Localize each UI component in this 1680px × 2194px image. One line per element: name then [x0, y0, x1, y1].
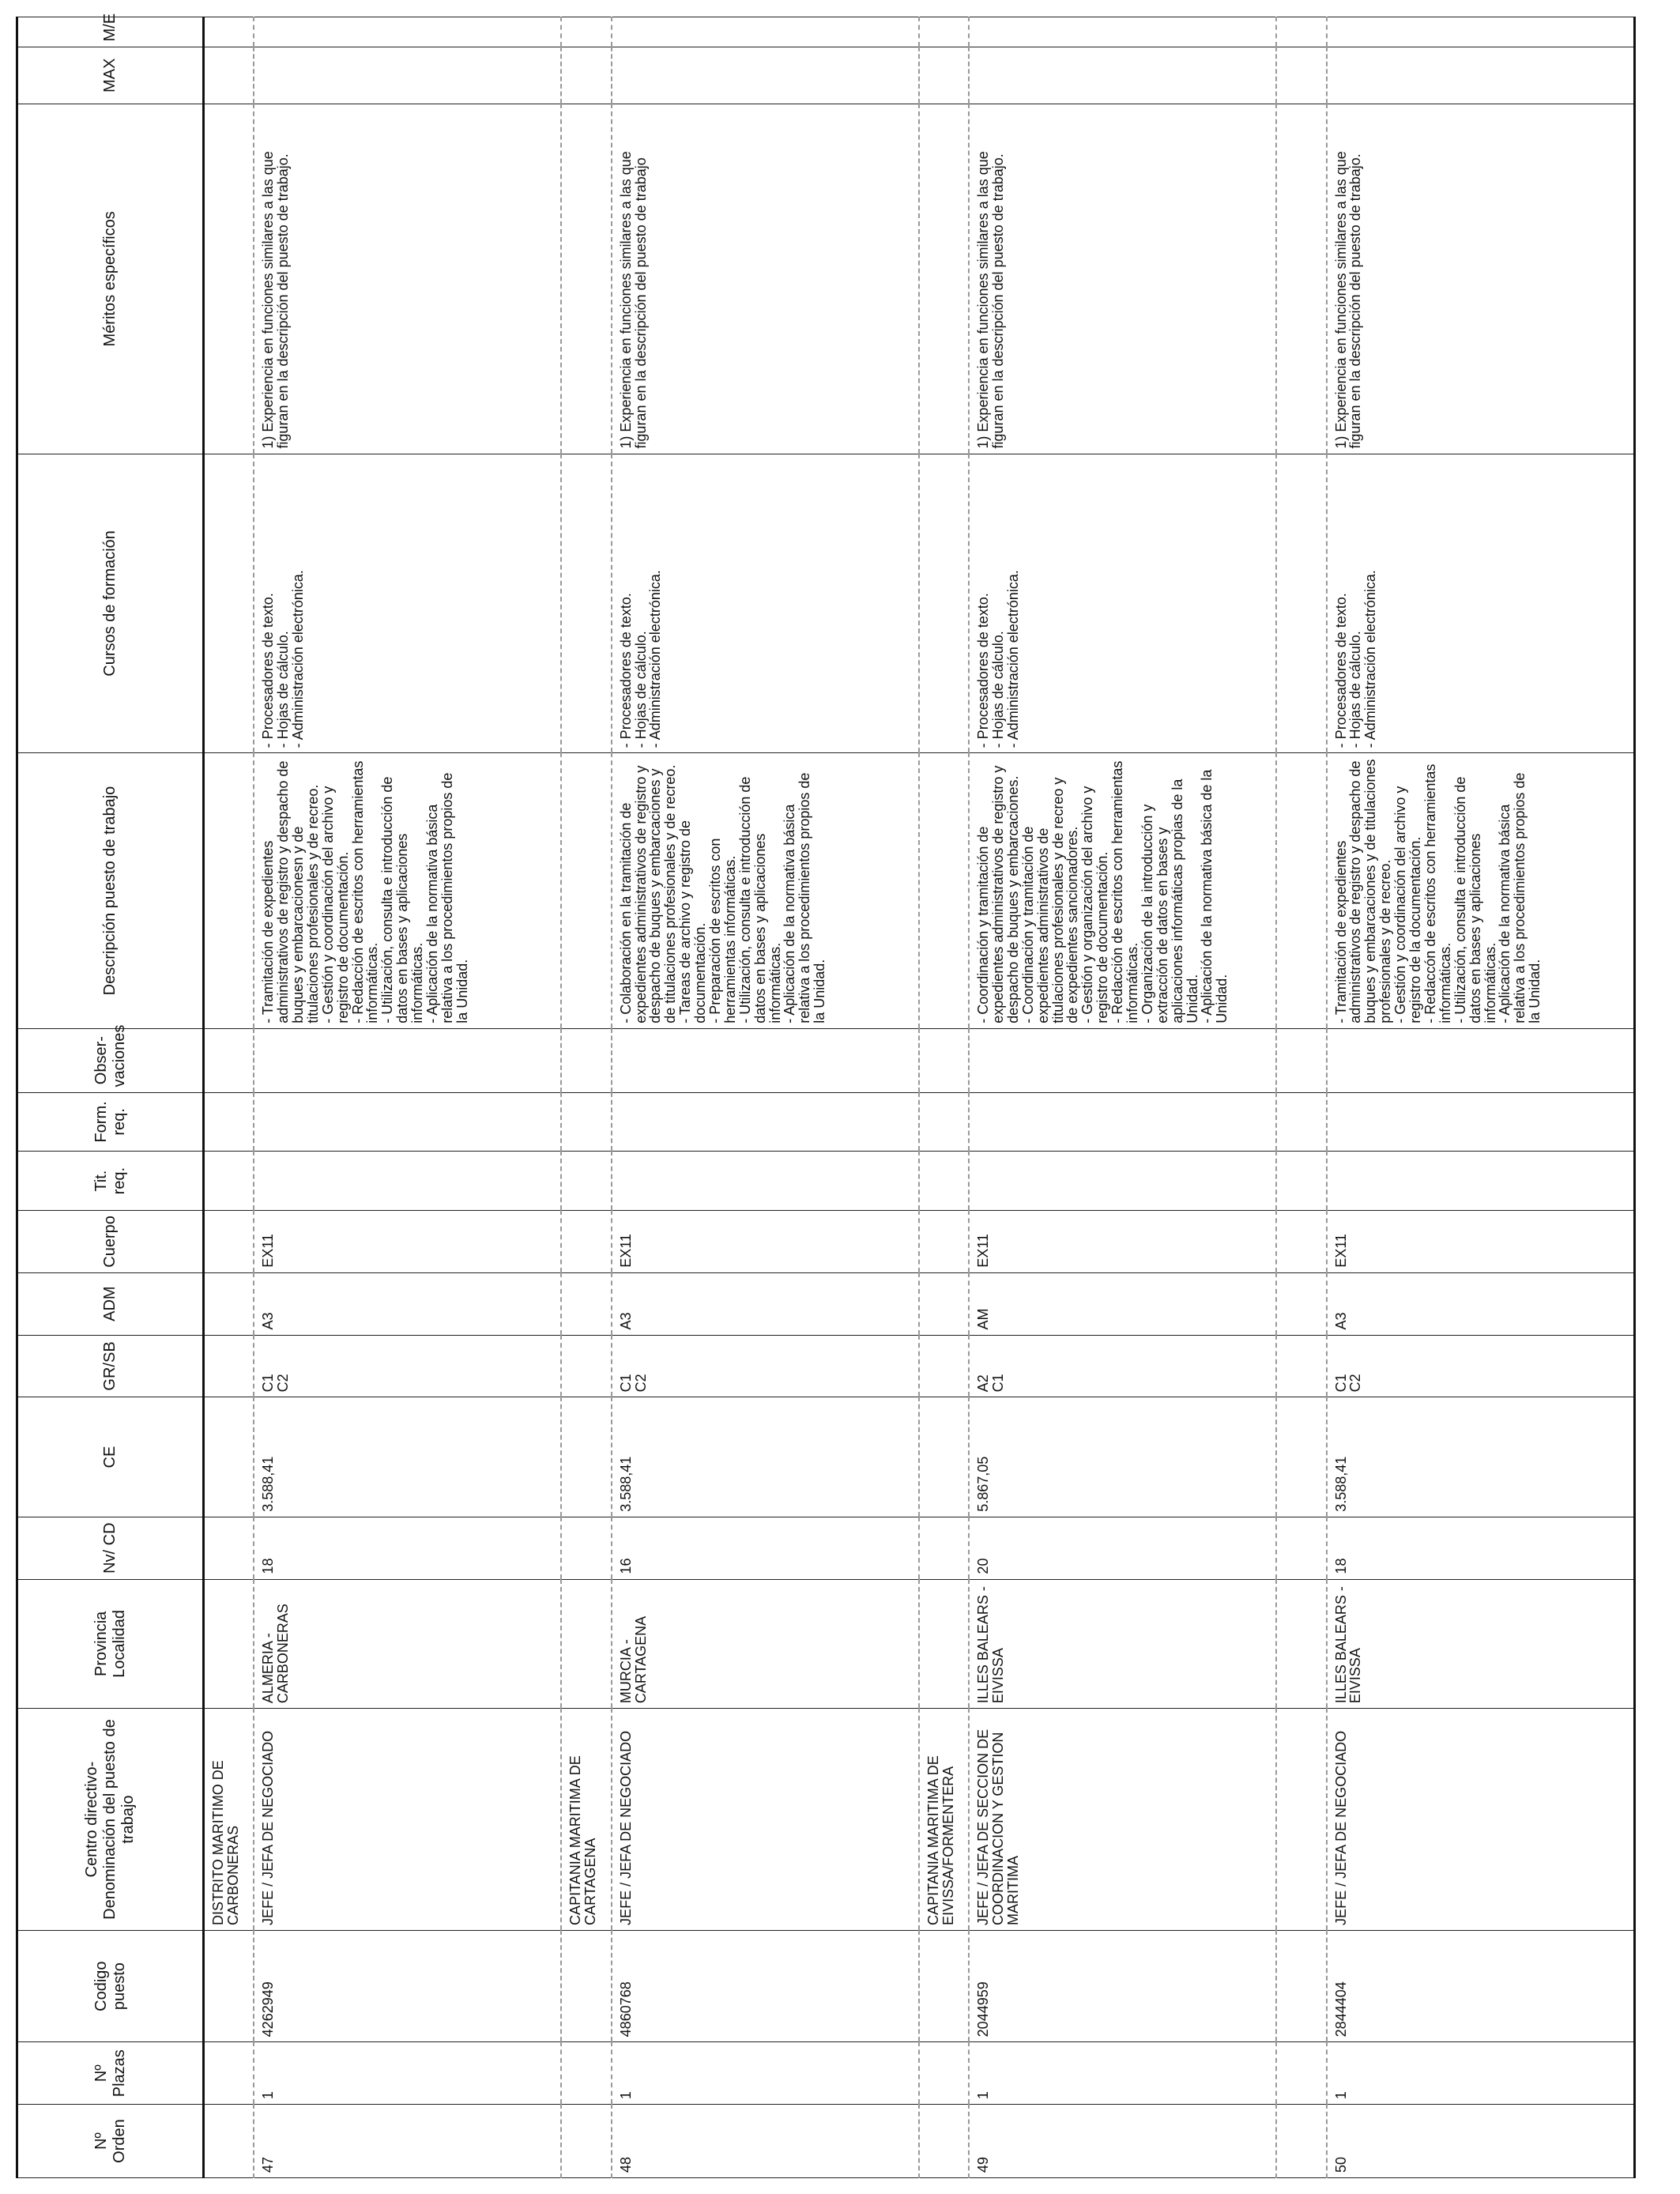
formacion-cell: [1327, 1092, 1635, 1152]
empty-cell: [561, 1517, 611, 1579]
empty-cell: [1276, 104, 1326, 454]
orden-text: 50: [1332, 2156, 1349, 2173]
nivel-cell: [254, 1517, 561, 1579]
provincia-cell: [1327, 1579, 1635, 1709]
empty-cell: [919, 1211, 969, 1273]
adm-cell: [1327, 1272, 1635, 1335]
titulacion-cell: [612, 1152, 919, 1211]
codigo-cell: [1327, 1930, 1635, 2041]
table-body: [204, 17, 1635, 2178]
table-row: [1327, 17, 1635, 2178]
empty-cell: [1276, 1211, 1326, 1273]
formacion-cell: [254, 1092, 561, 1152]
empty-cell: [919, 17, 969, 47]
codigo-cell: [254, 1930, 561, 2041]
unit-title-cell: [919, 1709, 969, 1931]
puesto-text: JEFE / JEFA DE NEGOCIADO: [617, 1730, 634, 1925]
empty-cell: [919, 1335, 969, 1397]
meritos-text: 1) Experiencia en funciones similares a las que figuran en la descripción del puesto de trabajo: [617, 147, 649, 449]
grupo-text: C1 C2: [617, 1374, 649, 1393]
provincia-text: ILLES BALEARS - EIVISSA: [1332, 1582, 1364, 1704]
max-cell: [254, 47, 561, 104]
unit-row: [1276, 17, 1326, 2178]
plazas-cell: [612, 2042, 919, 2105]
titulacion-cell: [254, 1152, 561, 1211]
puesto-text: JEFE / JEFA DE SECCION DE COORDINACION Y GESTION MARITIMA: [975, 1725, 1021, 1925]
empty-cell: [561, 1930, 611, 2041]
unit-row: [204, 17, 254, 2178]
empty-cell: [561, 1028, 611, 1092]
empty-cell: [561, 2105, 611, 2178]
titulacion-cell: [969, 1152, 1276, 1211]
unit-title: CAPITANIA MARITIMA DE EIVISSA/FORMENTERA: [925, 1755, 956, 1925]
empty-cell: [204, 1397, 254, 1517]
header-formacion: Form. req.: [17, 1092, 204, 1152]
header-titulacion: Tit. req.: [17, 1152, 204, 1211]
empty-cell: [204, 17, 254, 47]
table-row: [969, 17, 1276, 2178]
grupo-cell: [969, 1335, 1276, 1397]
cuerpo-cell: [254, 1211, 561, 1273]
empty-cell: [561, 1397, 611, 1517]
cursos-text: - Procesadores de texto. - Hojas de cálculo. - Administración electrónica.: [617, 570, 664, 748]
descripcion-text: - Colaboración en la tramitación de expedientes administrativos de registro y despacho de buques y embarcaciones y de titulaciones profesionales y de recreo. - Tareas de archivo y registro de documentación. - Preparación de escritos con herramientas informáticas. - Utilización, consulta e introducción de datos en bases y aplicaciones informáticas. - Aplicación de la normativa básica relativa a los procedimientos propios de la Unidad.: [617, 764, 828, 1023]
empty-cell: [1276, 1272, 1326, 1335]
header-observaciones: Obser- vaciones: [17, 1028, 204, 1092]
empty-cell: [1276, 2105, 1326, 2178]
adm-cell: [254, 1272, 561, 1335]
empty-cell: [561, 454, 611, 753]
empty-cell: [919, 47, 969, 104]
orden-cell: [1327, 2105, 1635, 2178]
orden-text: 47: [260, 2156, 277, 2173]
descripcion-cell: [254, 753, 561, 1028]
grupo-text: A2 C1: [975, 1374, 1007, 1393]
empty-cell: [919, 1092, 969, 1152]
unit-title-cell: [1276, 1709, 1326, 1931]
meritos-cell: [254, 104, 561, 454]
orden-text: 49: [975, 2156, 992, 2173]
puesto-cell: [1327, 1709, 1635, 1931]
empty-cell: [919, 2105, 969, 2178]
cuerpo-text: EX11: [975, 1234, 992, 1268]
descripcion-cell: [969, 753, 1276, 1028]
empty-cell: [1276, 1930, 1326, 2041]
empty-cell: [1276, 753, 1326, 1028]
header-nivel: Nv/ CD: [17, 1517, 204, 1579]
header-me: M/E: [17, 17, 204, 47]
empty-cell: [919, 1930, 969, 2041]
adm-text: A3: [260, 1312, 277, 1330]
codigo-text: 4262949: [260, 1981, 277, 2038]
empty-cell: [204, 1211, 254, 1273]
unit-title-cell: [561, 1709, 611, 1931]
empty-cell: [919, 1152, 969, 1211]
empty-cell: [204, 2042, 254, 2105]
empty-cell: [204, 753, 254, 1028]
codigo-text: 4860768: [617, 1981, 634, 2038]
grupo-text: C1 C2: [260, 1374, 292, 1393]
empty-cell: [561, 17, 611, 47]
empty-cell: [561, 1335, 611, 1397]
observaciones-cell: [612, 1028, 919, 1092]
ce-text: 3.588,41: [1332, 1456, 1349, 1512]
codigo-text: 2844404: [1332, 1981, 1349, 2038]
cuerpo-cell: [969, 1211, 1276, 1273]
grupo-cell: [612, 1335, 919, 1397]
empty-cell: [561, 1152, 611, 1211]
empty-cell: [561, 1092, 611, 1152]
cuerpo-cell: [1327, 1211, 1635, 1273]
plazas-text: 1: [1332, 2091, 1349, 2100]
empty-cell: [1276, 47, 1326, 104]
empty-cell: [919, 1517, 969, 1579]
meritos-cell: [969, 104, 1276, 454]
empty-cell: [561, 47, 611, 104]
ce-cell: [612, 1397, 919, 1517]
header-meritos: Méritos específicos: [17, 104, 204, 454]
header-adm: ADM: [17, 1272, 204, 1335]
codigo-cell: [612, 1930, 919, 2041]
nivel-cell: [969, 1517, 1276, 1579]
puesto-cell: [612, 1709, 919, 1931]
empty-cell: [1276, 17, 1326, 47]
header-centro: Centro directivo- Denominación del puesto de trabajo: [17, 1709, 204, 1931]
meritos-text: 1) Experiencia en funciones similares a las que figuran en la descripción del puesto de trabajo.: [975, 147, 1007, 449]
empty-cell: [1276, 1579, 1326, 1709]
provincia-cell: [612, 1579, 919, 1709]
me-cell: [1327, 17, 1635, 47]
adm-text: AM: [975, 1308, 992, 1330]
orden-text: 48: [617, 2156, 634, 2173]
empty-cell: [919, 1579, 969, 1709]
positions-table: [16, 13, 1636, 2178]
cursos-cell: [1327, 454, 1635, 753]
empty-cell: [1276, 1028, 1326, 1092]
observaciones-cell: [1327, 1028, 1635, 1092]
formacion-cell: [612, 1092, 919, 1152]
unit-title: DISTRITO MARITIMO DE CARBONERAS: [210, 1760, 241, 1925]
empty-cell: [919, 2042, 969, 2105]
empty-cell: [204, 1028, 254, 1092]
header-codigo: Codigo puesto: [17, 1930, 204, 2041]
nivel-cell: [612, 1517, 919, 1579]
ce-text: 5.867,05: [975, 1456, 992, 1512]
table-row: [612, 17, 919, 2178]
unit-title-cell: [204, 1709, 254, 1931]
me-cell: [254, 17, 561, 47]
empty-cell: [561, 1272, 611, 1335]
plazas-text: 1: [617, 2091, 634, 2100]
provincia-cell: [254, 1579, 561, 1709]
empty-cell: [1276, 1517, 1326, 1579]
empty-cell: [1276, 1152, 1326, 1211]
empty-cell: [204, 1517, 254, 1579]
header-grupo: GR/SB: [17, 1335, 204, 1397]
cuerpo-cell: [612, 1211, 919, 1273]
me-cell: [969, 17, 1276, 47]
empty-cell: [919, 1028, 969, 1092]
empty-cell: [204, 47, 254, 104]
empty-cell: [919, 1272, 969, 1335]
cursos-text: - Procesadores de texto. - Hojas de cálculo. - Administración electrónica.: [1332, 570, 1379, 748]
meritos-cell: [1327, 104, 1635, 454]
descripcion-text: - Tramitación de expedientes administrativos de registro y despacho de buques y embarcaciones y de titulaciones profesionales y de recreo. - Gestión y coordinación del archivo y registro de la documentación. - Redaccón de escritos con herramientas informáticas. - Utilización, consulta e introducción de datos en bases y aplicaciones informáticas. - Aplicación de la normativa básica relativa a los procedimientos propios de la Unidad.: [1332, 759, 1543, 1023]
descripcion-cell: [612, 753, 919, 1028]
descripcion-text: - Tramitación de expedientes administrativos de registro y despacho de buques y embarcacionesn y de titulaciones profesionales y de recreo. - Gestión y coordinación del archivo y registro de documentación. - Redacción de escritos con herramientas informáticas. - Utilización, consulta e introducción de datos en bases y aplicaciones informáticas. - Aplicación de la normativa básica relativa a los procedimientos propios de la Unidad.: [260, 760, 470, 1023]
empty-cell: [919, 104, 969, 454]
plazas-text: 1: [975, 2091, 992, 2100]
header-orden: Nº Orden: [17, 2105, 204, 2178]
header-row: [17, 17, 204, 2178]
observaciones-cell: [969, 1028, 1276, 1092]
adm-text: A3: [1332, 1312, 1349, 1330]
provincia-cell: [969, 1579, 1276, 1709]
empty-cell: [1276, 1397, 1326, 1517]
provincia-text: ALMERIA - CARBONERAS: [260, 1604, 292, 1704]
formacion-cell: [969, 1092, 1276, 1152]
ce-cell: [1327, 1397, 1635, 1517]
max-cell: [612, 47, 919, 104]
plazas-cell: [254, 2042, 561, 2105]
provincia-text: MURCIA - CARTAGENA: [617, 1615, 649, 1704]
cuerpo-text: EX11: [260, 1234, 277, 1268]
grupo-cell: [1327, 1335, 1635, 1397]
titulacion-cell: [1327, 1152, 1635, 1211]
provincia-text: ILLES BALEARS - EIVISSA: [975, 1582, 1007, 1704]
adm-cell: [969, 1272, 1276, 1335]
empty-cell: [204, 1579, 254, 1709]
descripcion-cell: [1327, 753, 1635, 1028]
cursos-cell: [612, 454, 919, 753]
empty-cell: [561, 1211, 611, 1273]
empty-cell: [204, 1335, 254, 1397]
unit-row: [919, 17, 969, 2178]
empty-cell: [561, 1579, 611, 1709]
ce-text: 3.588,41: [617, 1456, 634, 1512]
grupo-text: C1 C2: [1332, 1374, 1364, 1393]
orden-cell: [254, 2105, 561, 2178]
meritos-text: 1) Experiencia en funciones similares a las que figuran en la descripción del puesto de trabajo.: [1332, 147, 1364, 449]
descripcion-text: - Coordinación y tramitación de expedientes administrativos de registro y despacho de buques y embarcaciones. - Coordinación y tramitación de expedientes administrativos de titulaciones profesionales y de recreo y de expedientes sancionadores. - Gestión y organización del archivo y registro de documentación. - Redacción de escritos con herramientas informáticas. - Organización de la introducción y extracción de datos en bases y aplicaciones informáticas propias de la Unidad. - Aplicación de la normativa básica de la Unidad.: [975, 760, 1230, 1023]
empty-cell: [919, 454, 969, 753]
empty-cell: [561, 2042, 611, 2105]
orden-cell: [612, 2105, 919, 2178]
plazas-cell: [969, 2042, 1276, 2105]
observaciones-cell: [254, 1028, 561, 1092]
codigo-text: 2044959: [975, 1981, 992, 2038]
puesto-cell: [969, 1709, 1276, 1931]
plazas-text: 1: [260, 2091, 277, 2100]
empty-cell: [1276, 1335, 1326, 1397]
puesto-cell: [254, 1709, 561, 1931]
empty-cell: [1276, 2042, 1326, 2105]
table-row: [254, 17, 561, 2178]
header-descripcion: Descripción puesto de trabajo: [17, 753, 204, 1028]
meritos-text: 1) Experiencia en funciones similares a las que figuran en la descripción del puesto de trabajo.: [260, 147, 292, 449]
ce-cell: [969, 1397, 1276, 1517]
puesto-text: JEFE / JEFA DE NEGOCIADO: [260, 1730, 277, 1925]
nivel-text: 18: [260, 1558, 277, 1574]
max-cell: [969, 47, 1276, 104]
empty-cell: [204, 1930, 254, 2041]
codigo-cell: [969, 1930, 1276, 2041]
unit-row: [561, 17, 611, 2178]
header-cuerpo: Cuerpo: [17, 1211, 204, 1273]
empty-cell: [919, 753, 969, 1028]
cursos-text: - Procesadores de texto. - Hojas de cálculo. - Administración electrónica.: [260, 570, 306, 748]
empty-cell: [204, 454, 254, 753]
adm-text: A3: [617, 1312, 634, 1330]
header-provincia: Provincia Localidad: [17, 1579, 204, 1709]
me-cell: [612, 17, 919, 47]
empty-cell: [1276, 1092, 1326, 1152]
header-plazas: Nº Plazas: [17, 2042, 204, 2105]
empty-cell: [204, 1092, 254, 1152]
grupo-cell: [254, 1335, 561, 1397]
puesto-text: JEFE / JEFA DE NEGOCIADO: [1332, 1730, 1349, 1925]
max-cell: [1327, 47, 1635, 104]
empty-cell: [204, 1272, 254, 1335]
ce-text: 3.588,41: [260, 1456, 277, 1512]
cursos-text: - Procesadores de texto. - Hojas de cálculo. - Administración electrónica.: [975, 570, 1021, 748]
empty-cell: [204, 1152, 254, 1211]
empty-cell: [561, 753, 611, 1028]
plazas-cell: [1327, 2042, 1635, 2105]
orden-cell: [969, 2105, 1276, 2178]
ce-cell: [254, 1397, 561, 1517]
empty-cell: [1276, 454, 1326, 753]
cuerpo-text: EX11: [1332, 1234, 1349, 1268]
adm-cell: [612, 1272, 919, 1335]
empty-cell: [561, 104, 611, 454]
cuerpo-text: EX11: [617, 1234, 634, 1268]
meritos-cell: [612, 104, 919, 454]
cursos-cell: [254, 454, 561, 753]
nivel-text: 16: [617, 1558, 634, 1574]
cursos-cell: [969, 454, 1276, 753]
header-cursos: Cursos de formación: [17, 454, 204, 753]
nivel-text: 20: [975, 1558, 992, 1574]
header-max: MAX: [17, 47, 204, 104]
empty-cell: [204, 104, 254, 454]
nivel-text: 18: [1332, 1558, 1349, 1574]
empty-cell: [204, 2105, 254, 2178]
unit-title: CAPITANIA MARITIMA DE CARTAGENA: [567, 1755, 599, 1925]
empty-cell: [919, 1397, 969, 1517]
nivel-cell: [1327, 1517, 1635, 1579]
header-ce: CE: [17, 1397, 204, 1517]
